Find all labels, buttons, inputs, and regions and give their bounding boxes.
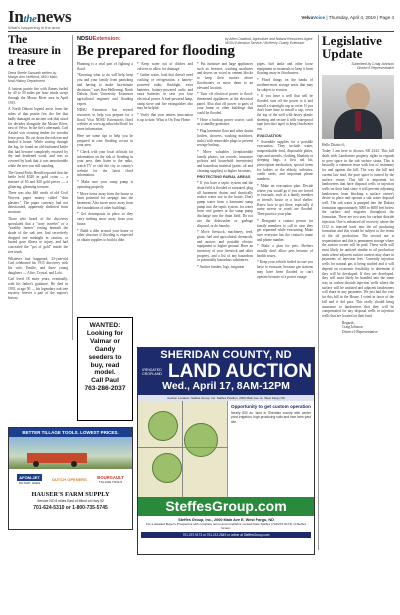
ad-phone: 763-286-2037 [84,385,126,393]
paragraph: * Plug basement floor and other drains (toilets, showers, washing machines, sinks) with removable plugs to prevent sewage backup. [197,129,253,148]
byline-line: Dena Steele Samunik written by [8,71,57,75]
headline-line: Legislative [322,33,382,48]
byline-line: Submitted by Craig Johnson [351,62,394,66]
auction-details [228,401,314,497]
auction-header [138,348,314,395]
paragraph: "Knowing what to do will help keep you and your family from panicking and having to make last-minute decisions," says Ken Hellevang, North Dakota State University Extension agricultural engineer and flooding expert. [77,73,133,106]
auction-map-area [138,401,314,497]
byline-line: NDSU Extension Service / McHenry County Extension [225,41,305,46]
paragraph: * Assemble supplies for a possible evacuation. They include water, nonperishable food, disposable plates, cups and utensils, clothing, blankets or sleeping bags, a first aid kit, prescription medication, special items for babies or the elderly, toiletries, credit cards, and important phone numbers. [257,139,313,182]
ad-line: buy, read [90,361,120,369]
paper-name: Voice [313,15,326,20]
paragraph: Those who heard of the discovery speculated that a "wary traveler" or a "wealthy farmer" resting beneath the shade of the oak tree, had secretively dropped one midnight in caution, or buried gave illness or injury, and had concealed the "pot of gold" inside the tree trunk. [8,216,68,254]
brand-logo [17,474,41,485]
auction-brand: SteffesGroup.com [165,498,287,514]
brand-name: BOURGAULT [97,474,124,480]
ad-text [78,322,132,393]
paragraph: * Get downspouts in place so they carry melting snow away from your house. [77,212,133,226]
paragraph: * Check with your local officials for information on the risk of flooding in your area, then listen to the radio, watch TV or visit the city or county's website for the latest flood information. [77,149,133,178]
signoff: District 6 Representative [342,330,378,335]
auction-county: SHERIDAN COUNTY, ND [160,349,292,361]
footer-line: 701.237.9173 or 701.212.2849 or online at SteffesGroup.com [141,532,311,538]
wanted-ad [77,317,133,421]
paragraph: * Make sure your sump pump is operating properly. [77,180,133,189]
ad-line: Call Paul [91,377,119,385]
auction-title: LAND AUCTION [168,361,312,382]
auction-subtitle: Auction Location: Steffes Group, Inc. Steffes Pavilion, 2000 Main Ave. E, West Fargo ND [138,395,314,401]
brand-name: DUTCH OPENERS [52,476,87,482]
paragraph: * Move livestock, machinery, feed, grain, fuel and agricultural chemicals, and motors and portable electric equipment to higher ground. Have an inventory of your livestock and other property, and a list of any hazardous or potentially hazardous substances. [197,230,253,263]
byline-line: Marlyn Ann Hoffbeck, MSU Mani- [8,75,59,80]
ndsu-col-4 [257,62,313,340]
ad-line: Gandy [94,345,116,353]
paragraph: * Flood things on the banks of northern-most storage areas that may be subject to erosion. [257,78,313,92]
paragraph: A furious prairie fire with flames fueled by 40 to 50 miles per hour winds swept through the Mouse River area in April 1915. [8,86,68,105]
signoff: Regards, [342,320,355,325]
brand-sub: ROTARY HOES [18,480,41,485]
paragraph: * Anchor lumber, logs, irrigation [197,265,245,270]
signoff: Craig Johnson [342,325,363,330]
legislative-photo [322,75,394,139]
hausers-phone: 701-624-5310 or 1-800-735-5745 [33,505,108,511]
ndsu-col-2 [137,62,193,247]
paragraph: * Turn off electrical power to flood-threatened appliances at the electrical panel. Also shut off power to parts of your home or other buildings that could be flooded. [197,92,253,116]
paragraph: * Verify that your renters association is up to date. What is On Your Home [137,113,193,122]
byline-line: by Allen Crawford, Agriculture and Natural Resources Agent [225,37,313,41]
ad-line: seeders to [88,353,122,361]
ad-line: WANTED: [89,322,121,329]
paragraph: * If you have a well that will be flooded, turn off the power to it and install a watertight cap or cover. If you don't have time to install a cap, cover the top of the well with heavy plastic sheeting and secure it with waterproof tape (not duct tape) to keep floodwater out. [257,94,313,132]
auction-map [138,401,228,497]
ndsu-label: Extension: [92,36,121,42]
footer-line: For a detailed Buyer's Prospectus with complete terms and conditions contact Nate Steffes (701/237-9173) of Steffes Group. [145,522,307,530]
ad-line: model. [94,369,116,377]
hausers-photo [9,437,132,469]
byline-line: toral History Department [8,79,45,84]
section-subhead: PROTECTING RURAL AREAS [197,175,251,180]
section-subhead: EVACUATION [257,133,282,138]
auction-kind: IRRIGATED CROPLAND [142,367,163,376]
issue-date: Thursday, April 4, 2019 [328,15,376,20]
feature-title: Opportunity to get custom operation [231,404,311,409]
auction-brand-bar [138,497,314,516]
byline-line: District 6 Representative [357,66,394,71]
ndsu-headline: Be prepared for flooding [77,43,235,59]
paragraph: The Grand Forks Herald reported that the kettle held $320 in gold coins — a mixture of $5 and $20 gold pieces — a glittering, gleaming treasure. [8,170,68,189]
hausers-ad [8,427,133,530]
footer-line: Steffes Group, Inc., 2000 Main Ave E, West Fargo, ND [178,518,274,522]
brand-name: AFOM-JET [19,474,40,480]
paragraph: * Make a plan for pets. Shelters usually don't allow pets because of health issues. [257,244,313,258]
paragraph: pipes, fuel tanks and other loose equipment so materials to keep it from floating away in floodwaters. [257,62,313,76]
paragraph: There was also $40 worth of old Civil War-era paper money called "shin plasters." The paper currency had not deteriorated, apparently sheltered from moisture. [8,191,68,215]
headline-line: Update [322,45,363,61]
paragraph: * If you have a septic system and the drain field is flooded or saturated, plug all basement drains and drastically reduce water use in the house. Don't pump water from a basement sump pump into the septic system, for water from roof gutters or the sump pump discharge into the drain field. Do not use the dishwasher or garbage disposal, or do laundry. [197,181,253,228]
legislative-byline [322,62,394,71]
legislative-body [322,143,394,548]
auction-details-text: Nearly 800 ac. land in Sheridan county with center pivot irrigation, high-producing soils and nice farm yard site. [231,411,311,424]
paragraph: Carl lived 18 more years, eventually, with his father's guidance. He died in 1935, at age 50 — his legendary oak tree mystery forever a part of the region's history. [8,277,68,301]
ad-line: Valmar or [89,337,121,345]
column-divider [318,35,319,550]
paragraph: NDSU Extension has several resources to help you prepare for a flood. Visit NDSU Extension's flood website at www.ag.ndsu.edu/flood for more information. [77,108,133,132]
treasure-article [8,35,68,355]
title-part: In [8,7,24,26]
brand-logo [52,477,87,482]
paragraph: Here are some tips to help you be prepared in case flooding occurs in your area: [77,133,133,148]
treasure-body [8,87,68,355]
masthead-right: VelvaVoice | Thursday, April 4, 2019 | Page 4 [301,15,394,20]
title-part: news [36,7,72,26]
ndsu-label: NDSU [77,36,93,42]
paragraph: * Gather water, food that doesn't need cooking or refrigeration, a battery-powered radio, flashlight, extra batteries, battery-powered radio and extra batteries in case you lose electrical power. A fuel-powered lamp, camp stove and fire extinguisher also may be helpful. [137,73,193,111]
auction-footer [138,516,314,540]
brand-logo [97,475,123,484]
masthead-rule [8,31,394,32]
ndsu-col-3 [197,62,253,340]
paragraph: Hello District 6, [322,142,346,147]
paragraph: * Keep your vehicle fueled in case you have to evacuate, because gas stations may have been flooded or can't operate because of a power outage. [257,260,313,279]
paragraph: * Move items away from the house to limit potential for seepage into the basement. Also move snow away from the foundations of other buildings. [77,191,133,210]
paper-name: Velva [301,15,314,20]
ad-line: Looking for [86,329,124,337]
hausers-name: HAUSER'S FARM SUPPLY [31,491,110,498]
legislative-headline [322,35,394,60]
column-divider [72,35,73,340]
auction-date: Wed., April 17, 8AM-12PM [162,380,290,392]
brand-sub: TILLAGE TOOLS [98,479,123,484]
paragraph: * Move valuables (irreplaceable family photos, tax records, insurance policies and household inventories) and hazardous material (paint, oil and cleaning supplies) to higher locations. [197,149,253,173]
auction-ad [137,347,315,555]
section-title [8,7,71,27]
ndsu-col-1 [77,62,133,314]
paragraph: Planning is a vital part of fighting a flood. [77,62,133,71]
paragraph: A North Dakota legend arose from the ashes of that prairie fire, the fire that badly damaged an ancient oak that stood for decades alongside the Mouse River, east of Velva. In the fire's aftermath, Carl Aasted was scouting timber for wooden fence posts. He cut down the oak tree and hauled it home. While sawing through the log, he found an old-fashioned kettle that had become completely encased by dry and deadened wood, and was so covered by bark that it was unnoticeable while the tree was still standing. [8,107,68,168]
legislative-article [322,35,394,555]
paragraph: * Keep water out of ditches and culverts to allow for drainage. [137,62,193,71]
hausers-banner: BETTER TILLAGE TOOLS. LOWEST PRICES. [9,428,132,437]
ndsu-tag [77,36,121,42]
title-part: the [23,13,37,25]
hausers-address: Service NO 8 miles East of Minot on Hwy 52 [37,499,104,503]
auction-title-row [140,362,312,381]
paragraph: * Have a backup power source, such as a standby generator. [197,117,253,127]
page-number: Page 4 [379,15,394,20]
paragraph: Today I am here to discuss SB 2344. This bill deals with Landowner property rights in regards to pore space in the sub surface strata. This is basically a common issue with lots of testimony for and against the bill. The way the bill and current law read, the pore space is owned by the surface owner. This bill is important for landowners that have disposal wells or injection wells on their land since it will prevent adjoining landowners from blocking a surface owner's desire to place and operate a salt water disposal well. The salt water is pumped into the Dakota formation approximately 5000 to 6000 feet below the surface and migrates throughout the formation. There are two uses for carbon dioxide injection. One is enhanced oil recovery where the CO2 is injected back into the oil producing formation and this would be subject to the terms of the oil production. The second use is sequestration and this is permanent storage where the surface owner will be paid. These wells will most likely be unitized similar to oil production units where adjacent surface owners may share in payments of injection fees. Currently injection wells for natural gas is being studied and it will depend on economic feasibility to determine if they will be developed. If they are developed, they will most likely be bundled into the same way as carbon dioxide injection wells where the surface will be unitized and adjacent landowners will share in any payments. We just had the vote for this bill in the House. I voted in favor of the bill and it did pass. This really should bring assurance to landowners that they will be compensated for any disposal wells or injection wells that are located on their land. [322,149,394,318]
paragraph: Whatever had happened, 32-year-old Carl celebrated his 1915 discovery with his wife, Emilie, and three young daughters — Alice, Crystal, and Lola. [8,256,68,275]
paragraph: * Put furniture and large appliances such as freezers, washing machines and dryers on wood or cement blocks to keep their motors above floodwaters or move them to an elevated location. [197,62,253,90]
paragraph: * Designate a contact person for family members to call in case they get separated while evacuating. Make sure everyone has the contact's name and phone number. [257,218,313,242]
masthead [8,6,394,30]
paragraph: * Make an evacuation plan. Decide where you would go if you are forced to evacuate, such as a family member or friend's house or a local shelter. Know how to get there, especially if some streets or roads are flooded. Then practice your plan. [257,183,313,217]
hausers-brands [9,469,132,489]
paragraph: * Build a dike around your home or other structure if flooding is expected or obtain supplies to build a dike. [77,228,133,242]
treasure-byline [8,71,68,84]
tagline: What's happening in the area [8,25,60,30]
treasure-headline: The treasure in a tree [8,34,61,68]
